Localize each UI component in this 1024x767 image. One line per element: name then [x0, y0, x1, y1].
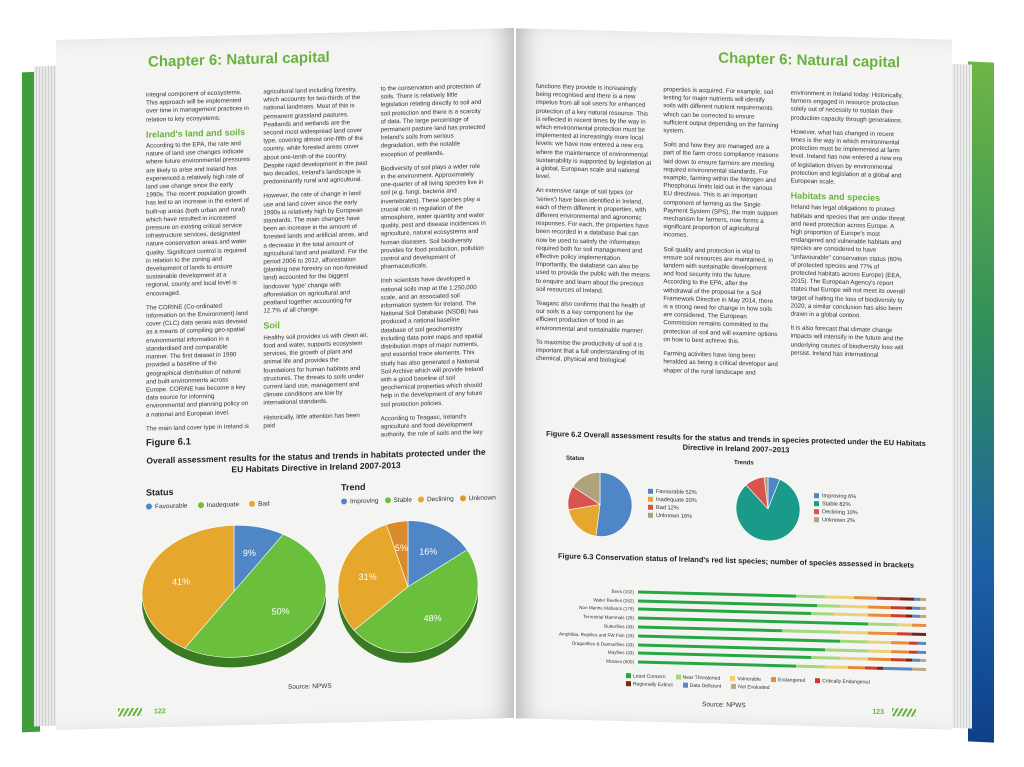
legend-item [730, 676, 761, 683]
legend-label: Unknown 2% [822, 517, 855, 525]
bar-segment-data-deficient [917, 650, 926, 653]
bar-segment-least-concern [638, 661, 796, 668]
legend-label: Bad 12% [656, 504, 679, 512]
bar-segment-not-evaluated [912, 668, 926, 671]
figure-title-6-3: Figure 6.3 Conservation status of Ireland's red list species; number of species assessed in brackets [557, 551, 915, 570]
legend-swatch [626, 681, 631, 686]
paragraph: To maximise the productivity of soil it is important that a full understanding of its chemical, physical and biological [536, 338, 645, 365]
bar-segment-endangered [868, 658, 891, 662]
legend-label: Least Concern [633, 673, 666, 681]
status-legend [146, 500, 270, 510]
pie-data-label: 5% [394, 542, 408, 554]
paragraph: Healthy soil provides us with clean air, food and water, supports ecosystem services, the growth of plant and animal life and provides the foundations for human habitats and structures. The threats to soils under current land use, management and climate conditions are low by international standards. [263, 331, 368, 407]
legend-label: Declining [426, 495, 454, 504]
legend-item [731, 684, 769, 691]
paragraph: According to Teagasc, Ireland's agriculture and food development authority, the role of soils and the key [380, 412, 483, 439]
left-col-1 [146, 89, 251, 452]
bar-segment-vulnerable [840, 631, 869, 635]
right-page-columns [536, 83, 906, 387]
page-number-right: 123 [872, 708, 884, 716]
legend-swatch [648, 505, 653, 510]
paragraph: integral component of ecosystems. This approach will be implemented over time in management practices in relation to key ecosystems. [146, 89, 249, 124]
status-chart-heading: Status [146, 486, 174, 498]
paragraph: Teagasc also confirms that the health of our soils is a key component for the efficient production of food in an environmental and sustainable manner. [536, 299, 646, 335]
legend-item [648, 512, 697, 521]
paragraph: Soil quality and protection is vital to ensure soil resources are maintained, in tandem with sustainable development and food security into the future. According to the EPA, after the withdrawal of the proposal for a Soil Framework Directive in May 2014, there is a strong need for change in how soils are considered. The European Commission remains committed to the protection of soil and will examine options on how to best achieve this. [663, 245, 778, 346]
legend-swatch-inadequate [198, 502, 204, 508]
legend-item-inadequate [198, 501, 240, 509]
bar-segment-data-deficient [917, 642, 926, 645]
paragraph: The CORINE (Co-ordinated Information on the Environment) land cover (CLC) data series was devised as a means of compiling geo-spatial environmental information in a standardised and comparable manner. The first dataset in 1990 provided a baseline of the geographical distribution of natural and built environments across Europe. CORINE has become a key data source for informing environmental and planning policy on a national and European level. [146, 302, 249, 419]
legend-swatch [648, 489, 653, 494]
fig62-status-heading: Status [566, 455, 585, 463]
paragraph: Ireland has legal obligations to protect habitats and species that are under threat and need protection across Europe. A high proportion of Europe's most endangered and vulnerable habitats and species are considered to have "unfavourable" conservation status (60% of protected species and 77% of protected habitats across Europe) (EEA, 2015). The European Agency's report states that Europe will not meet its overall target of halting the loss of biodiversity by 2020; a similar conclusion has also been drawn in a global context. [790, 203, 905, 320]
bar-category-label: Bees (102) [611, 588, 634, 595]
bar-segment-critically-endangered [909, 650, 918, 653]
legend-swatch [814, 493, 819, 498]
bar-segment-critically-endangered [891, 606, 905, 609]
pie-data-label: 50% [271, 606, 290, 617]
pie-data-label: 48% [423, 612, 442, 624]
bar-segment-near-threatened [782, 629, 840, 634]
fig62-trends-heading: Trends [734, 460, 754, 467]
bar-category-label: Butterflies (43) [604, 623, 634, 630]
trend-legend [341, 494, 496, 505]
bar-segment-regionally-extinct [912, 633, 926, 636]
paragraph: functions they provide is increasingly being recognised and there is a new impetus from all soil users for enhanced protection of a key natural resource. This is reflected in recent times by the way in which environmental protection must be implemented at increasingly more local levels: we have now entered a new era where the maintenance of environmental sustainability is supported by legislation at a global, European scale and national level. [536, 82, 652, 181]
bar-segment-endangered [891, 650, 908, 653]
bar-segment-critically-endangered [909, 641, 918, 644]
right-page [516, 28, 952, 729]
fig63-stacked-bar-chart [546, 585, 926, 674]
legend-label: Vulnerable [737, 676, 761, 683]
paragraph: properties is acquired. For example, soil testing for major nutrients will identify soils with different nutrient requirements which can be corrected to ensure sufficient output depending on the farming system. [663, 86, 779, 135]
bar-segment-vulnerable [834, 613, 869, 617]
paragraph: Biodiversity of soil plays a wider role in the environment. Approximately one-quarter of all living species live in soil (e.g. fungi, bacteria and invertebrates). These species play a crucial role in regulation of the atmosphere, water quantity and water quality, pest and disease incidences in agriculture, natural ecosystems and human diseases. Soil biodiversity provides for food production, pollution control and development of pharmaceuticals. [380, 162, 486, 271]
bar-segment-endangered [912, 624, 926, 627]
paragraph: The main land cover type in Ireland is [146, 422, 249, 433]
section-heading-land-soils: Ireland's land and soils [146, 126, 246, 140]
paragraph: Farming activities have long been heralded as being a critical developer and shaper of the rural landscape and [663, 350, 778, 377]
bar-category-label: Mosses (600) [606, 658, 634, 665]
legend-item [683, 683, 721, 690]
paragraph: Soils and how they are managed are a part of the farm cross compliance reasons laid down to ensure farmers are meeting required environmental standards. For example, farming within the Nitrogen and Phosphorus limits laid out in the various EU directives. This is an important component of farming as the Single Payment System (SPS), the main support mechanism for farmers, now forms a significant proportion of agricultural incomes. [663, 141, 779, 240]
bar-segment-near-threatened [817, 604, 840, 608]
legend-item-stable [385, 497, 412, 505]
legend-swatch-stable [385, 498, 391, 504]
legend-label: Stable [393, 496, 412, 505]
legend-label: Improving [350, 497, 379, 506]
paragraph: to the conservation and protection of soils. There is relatively little legislation relating directly to soil and soil protection and there is a scarcity of data. The large percentage of permanent pasture land has protected Ireland's soils from serious degradation, with the notable exception of peatlands. [380, 82, 486, 159]
bar-segment-data-deficient [912, 606, 921, 609]
bar-category-label: Water Beetles (262) [593, 597, 634, 604]
fig63-legend [626, 673, 926, 695]
fig62-status-legend [648, 488, 697, 521]
bar-segment-near-threatened [796, 665, 825, 669]
trend-pie-chart [328, 507, 488, 681]
legend-swatch-favourable [146, 504, 152, 510]
legend-swatch-unknown [460, 496, 466, 502]
legend-swatch [730, 676, 735, 681]
legend-item-improving [341, 498, 379, 506]
page-decoration-stripes-right [892, 708, 916, 717]
legend-swatch [731, 684, 736, 689]
fig62-status-pie [560, 463, 640, 545]
bar-segment-endangered [854, 596, 877, 600]
legend-swatch [814, 517, 819, 522]
bar-segment-not-evaluated [920, 607, 926, 610]
legend-label: Near Threatened [682, 674, 721, 682]
legend-item-unknown [460, 494, 496, 502]
bar-segment-near-threatened [868, 623, 897, 627]
legend-label: Inadequate [206, 501, 240, 510]
bar-segment-endangered [868, 605, 891, 609]
pie-data-label: 41% [171, 576, 190, 587]
status-pie-chart [134, 511, 334, 686]
left-col-2 [263, 86, 368, 449]
right-col-1 [536, 83, 651, 381]
bar-segment-not-evaluated [920, 615, 926, 618]
legend-item [814, 516, 858, 525]
bar-category-label: Amphibia, Reptiles and FW Fish (29) [558, 631, 634, 639]
bar-segment-endangered [868, 632, 897, 636]
figure-label-6-1: Figure 6.1 [146, 436, 191, 449]
bar-segment-endangered [848, 666, 865, 669]
section-heading-soil: Soil [263, 320, 280, 332]
bar-segment-near-threatened [796, 595, 825, 599]
pie-data-label: 9% [242, 547, 256, 559]
legend-label: Favourable [155, 502, 188, 511]
legend-swatch [815, 678, 820, 683]
bar-category-label: Non Marine Molluscs (179) [579, 605, 634, 612]
legend-label: Improving 6% [822, 493, 857, 501]
paragraph: However, what has changed in recent times is the way in which environmental protection must be implemented at farm level. Ireland has now entered a new era of legislation driven by environmental protection and legislation at a global and European scale. [790, 128, 903, 186]
legend-label: Regionally Extinct [633, 681, 673, 689]
legend-swatch [626, 673, 631, 678]
bar-segment-not-evaluated [920, 659, 926, 662]
bar-segment-vulnerable [840, 604, 869, 608]
legend-swatch-improving [341, 499, 347, 505]
bar-segment-vulnerable [868, 640, 891, 644]
bar-category-label: Terrestrial Mammals (26) [583, 614, 634, 621]
legend-label: Declining 10% [822, 509, 858, 517]
legend-swatch [814, 509, 819, 514]
bar-segment-near-threatened [840, 640, 869, 644]
bar-segment-vulnerable [897, 624, 911, 627]
bar-segment-vulnerable [868, 649, 891, 653]
paragraph: An extensive range of soil types (or 'series') have been identified in Ireland, each of them different in properties, with different environmental and agronomic responses. For each, the properties have been recorded in a database that can now be used to satisfy the information required both for soil management and effective policy implementation. Importantly, the database can also be used to provide the public with the means to enquire and learn about the precious soil resources of Ireland. [536, 187, 650, 295]
section-heading-habitats-species: Habitats and species [790, 190, 881, 204]
legend-label: Critically Endangered [822, 678, 870, 686]
legend-item [676, 674, 721, 681]
right-col-2 [663, 86, 778, 384]
bar-segment-critically-endangered [891, 615, 905, 618]
pie-data-label: 16% [419, 546, 438, 557]
bar-segment-critically-endangered [891, 659, 905, 662]
legend-label: Bad [258, 500, 270, 508]
bar-segment-near-threatened [825, 648, 868, 652]
figure-title-6-1: Overall assessment results for the status and trends in habitats protected under the EU Habitats Directive in Ireland 2007-2013 [146, 446, 486, 475]
legend-item-bad [249, 500, 270, 508]
bar-category-label: Dragonflies & Damselflies (33) [571, 640, 634, 648]
legend-item [626, 681, 673, 688]
paragraph: However, the rate of change in land use and land cover since the early 1990s is relatively high by European standards. The main changes have been an increase in the amount of forested lands and artificial areas, and a decrease in the total amount of agricultural land and peatland. For the period 2006 to 2012, afforestation (planting new forestry on non-forested land) accounted for the biggest landcover 'type' change with afforestation on agricultural and peatland together accounting for 12.7% of all change. [263, 190, 368, 315]
bar-segment-data-deficient [912, 659, 921, 662]
paragraph: Historically, little attention has been paid [263, 411, 360, 430]
legend-item [815, 678, 870, 685]
bar-segment-vulnerable [825, 595, 854, 599]
bar-category-label: Mayflies (33) [607, 650, 634, 656]
legend-swatch [683, 683, 688, 688]
page-decoration-stripes [118, 708, 142, 717]
fig62-trends-legend [814, 492, 858, 525]
figure-source-right: Source: NPWS [702, 701, 746, 710]
trend-chart-heading: Trend [341, 481, 366, 493]
bar-segment-data-deficient [912, 615, 921, 618]
bar-segment-near-threatened [811, 656, 840, 660]
legend-swatch-declining [418, 497, 424, 503]
paragraph: According to the EPA, the rate and nature of land use changes indicate where future environmental pressures are likely to arise and Ireland has experienced a relatively high rate of land use change since the early 1990s. The recent population growth has led to an increase in the extent of built-up areas (both urban and rural) which have resulted in increased pressure on existing critical service infrastructure services, designated nature conservation areas and water quality. Significant control is required in relation to the zoning and development of lands to ensure sustainable development at a regional, county and local level is encouraged. [146, 140, 250, 298]
left-page [56, 28, 514, 730]
legend-label: Unknown 16% [656, 512, 693, 520]
bar-segment-endangered [868, 614, 891, 618]
bar-segment-near-threatened [811, 612, 834, 616]
chapter-title-right: Chapter 6: Natural capital [718, 49, 900, 72]
pie-data-label: 31% [358, 571, 377, 583]
paragraph: environment in Ireland today. Historically, farmers engaged in resource protection solely out of necessity to sustain their production capacity through generations. [790, 89, 903, 125]
bar-segment-vulnerable [840, 657, 869, 661]
bar-segment-critically-endangered [897, 632, 911, 635]
legend-item [626, 673, 666, 680]
legend-swatch [676, 675, 681, 680]
figure-source: Source: NPWS [288, 682, 332, 691]
bar-segment-critically-endangered [865, 667, 877, 670]
legend-item-declining [418, 496, 454, 504]
legend-swatch [648, 513, 653, 518]
bar-segment-data-deficient [883, 667, 912, 671]
legend-label: Stable 82% [822, 501, 851, 509]
right-col-3 [791, 89, 906, 387]
chapter-title-left: Chapter 6: Natural capital [148, 48, 330, 71]
bar-segment-vulnerable [825, 666, 848, 670]
legend-label: Not Evaluated [738, 684, 770, 691]
paragraph: It is also forecast that climate change impacts will intensify in the future and the underlying causes of biodiversity loss will persist. Ireland has international [790, 324, 904, 359]
legend-swatch-bad [249, 501, 255, 507]
legend-swatch [771, 677, 776, 682]
legend-label: Inadequate 20% [656, 496, 697, 505]
legend-item [771, 677, 805, 684]
paragraph: Irish scientists have developed a national soils map at the 1:250,000 scale, and an associated soil information system for Ireland. The National Soil Database (NSDB) has produced a national baseline database of soil geochemistry including data point maps and spatial distribution maps of major nutrients, and essential trace elements. This study has also generated a National Soil Archive which will provide Ireland with a good baseline of soil geochemical properties which should help in the development of any future soil protection policies. [380, 275, 484, 409]
legend-item-favourable [146, 503, 188, 511]
bar-segment-not-evaluated [920, 598, 926, 601]
legend-label: Endangered [777, 677, 806, 684]
bar-segment-endangered [891, 641, 908, 644]
paragraph: agricultural land including forestry, which accounts for two-thirds of the national landmass. Most of this is permanent grassland pastures. Peatlands and wetlands are the second most widespread land cover type, covering almost one-fifth of the country, while forested areas cover about one-tenth of the country. Despite rapid development in the past two decades, Ireland's landscape is predominantly rural and agricultural. [263, 86, 368, 186]
bar-segment-critically-endangered [877, 597, 900, 601]
pie-slice-favourable [596, 472, 632, 537]
left-col-3 [381, 83, 486, 446]
legend-swatch [648, 497, 653, 502]
left-page-columns [146, 83, 486, 452]
legend-label: Data Deficient [689, 682, 722, 690]
legend-swatch [814, 501, 819, 506]
figure-title-6-2: Figure 6.2 Overall assessment results for the status and trends in species protected under the EU Habitats Directive in Ireland 2007–2013 [546, 429, 926, 455]
bar-segment-regionally-extinct [900, 597, 914, 600]
fig62-trends-pie [728, 468, 808, 550]
legend-label: Unknown [468, 494, 496, 503]
legend-label: Favourable 52% [656, 488, 697, 497]
page-number-left: 122 [154, 708, 166, 716]
